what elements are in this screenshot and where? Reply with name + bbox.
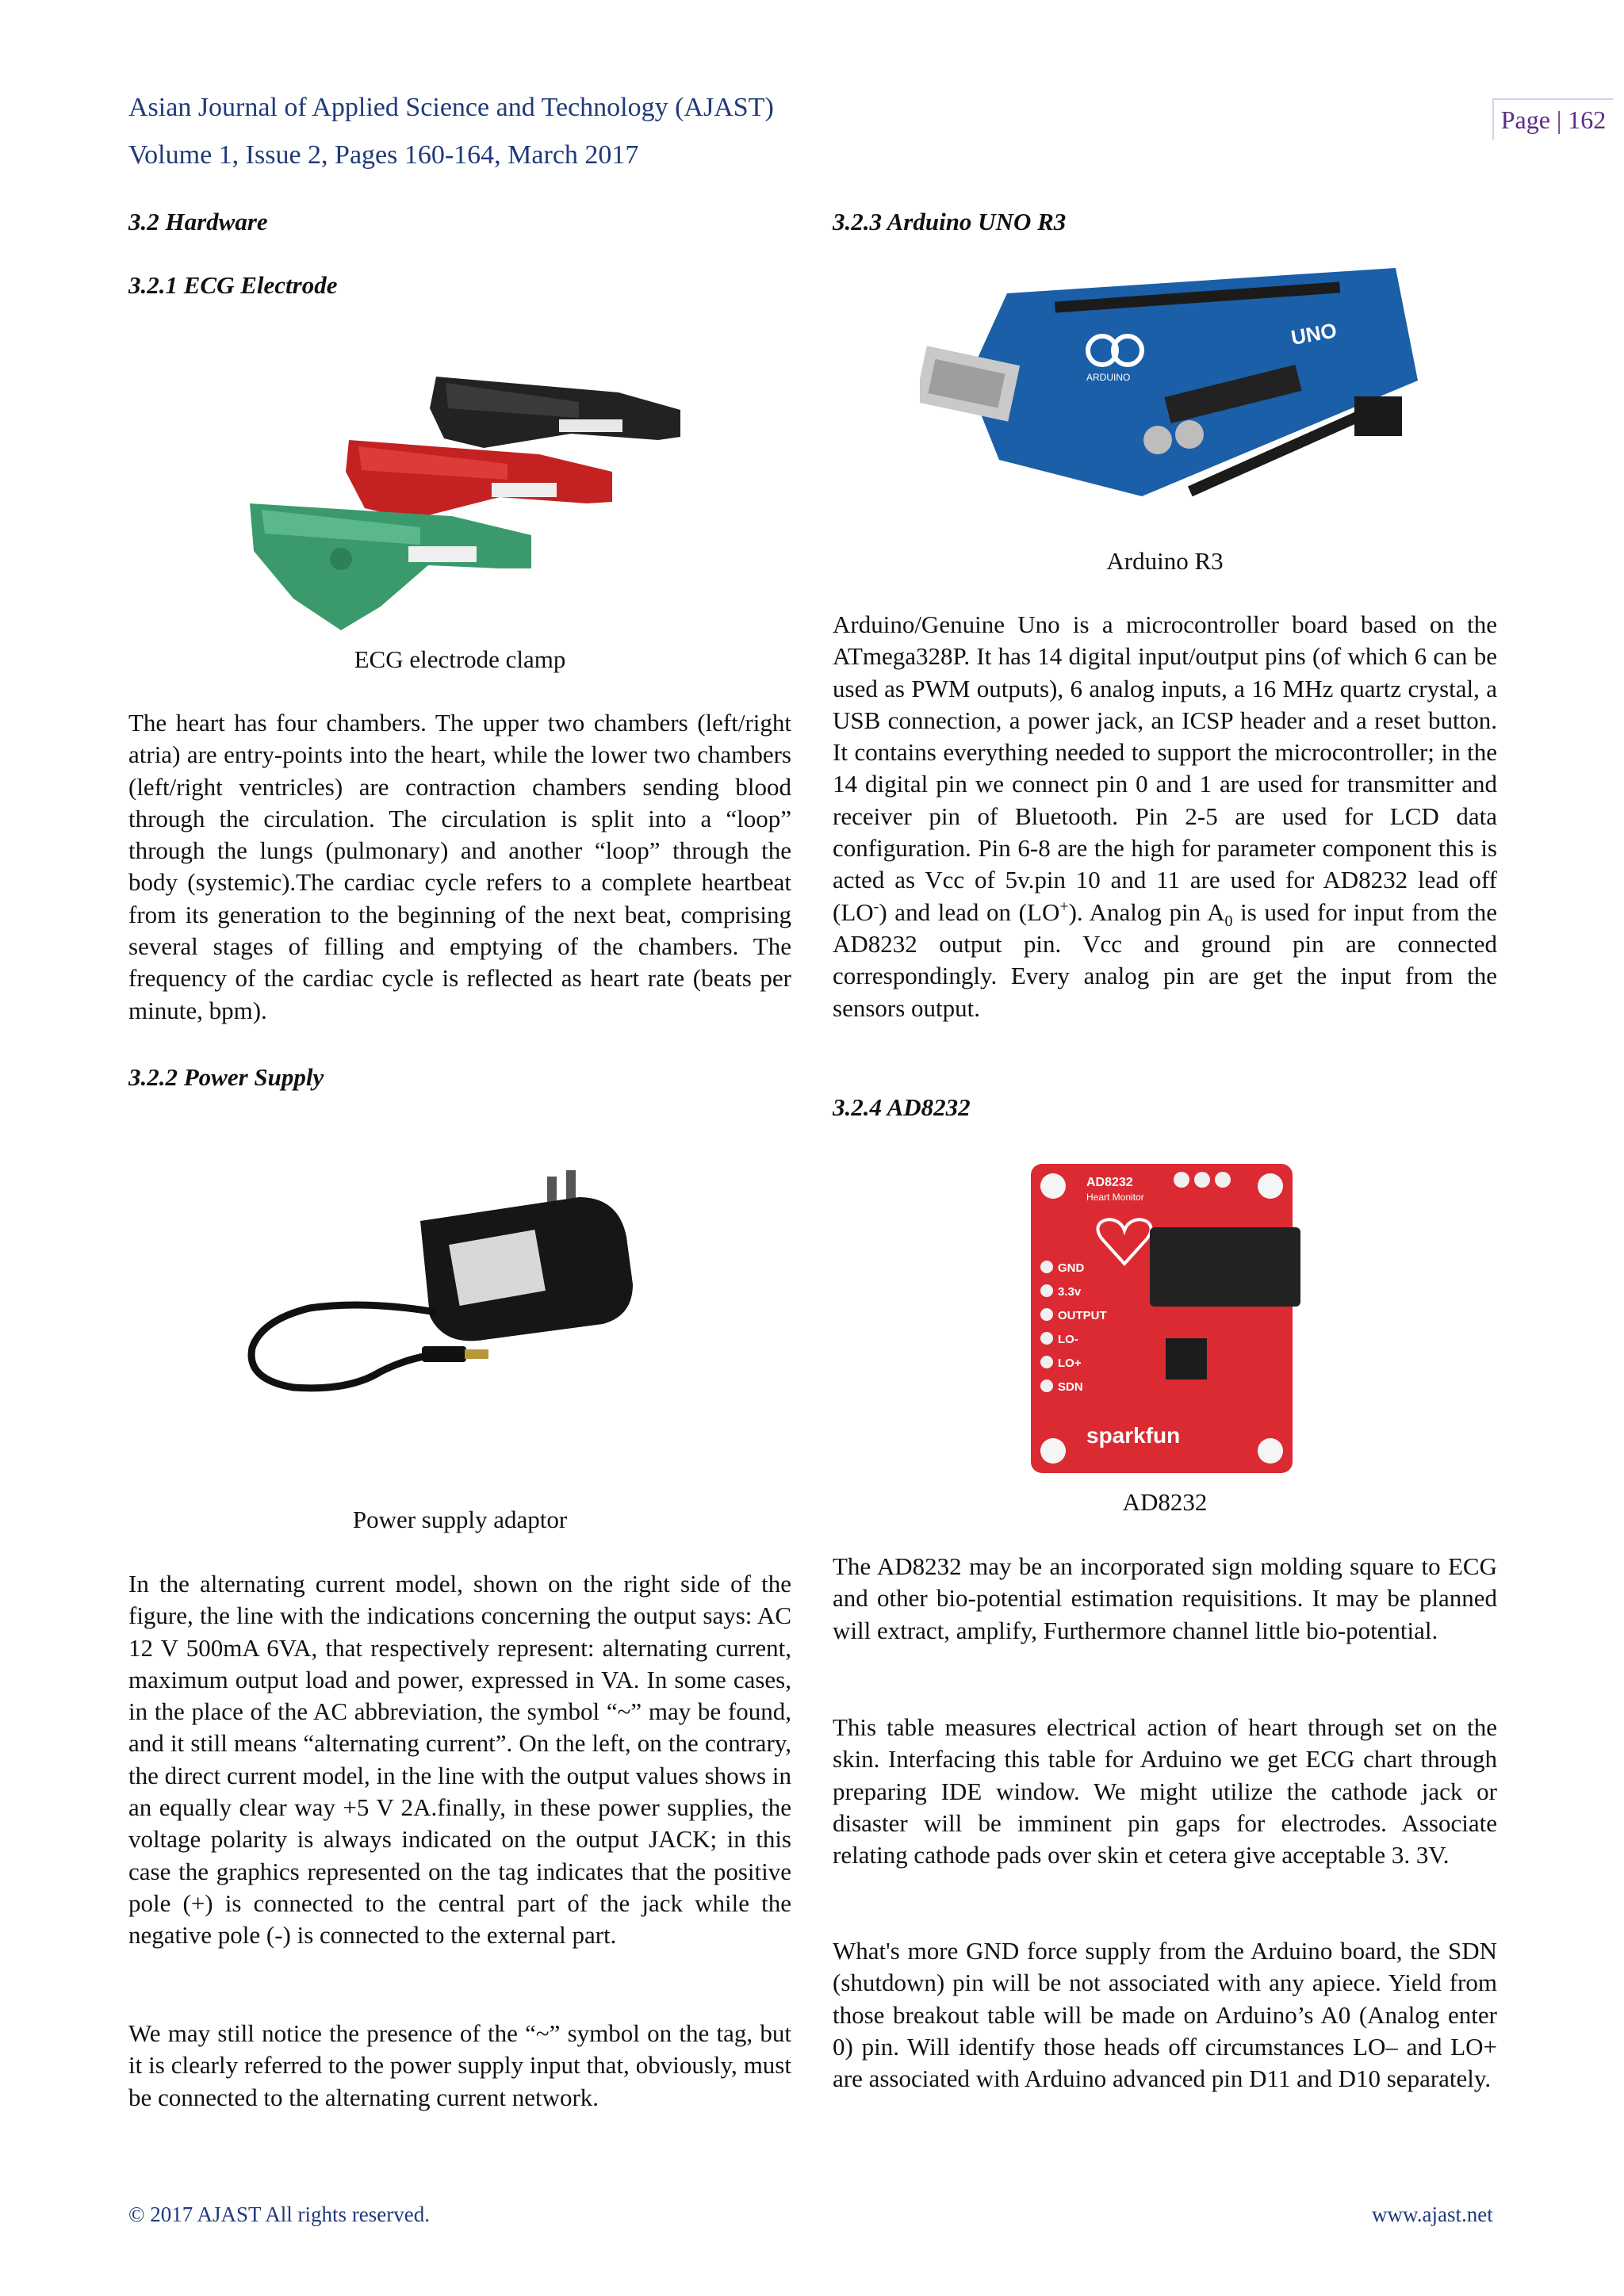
paragraph-ad8232-table: This table measures electrical action of heart through set on the skin. Interfacing this table for Arduino we get ECG chart through preparing IDE window. We might utilize the cathode jack or disaster will be imminent pin gaps for electrodes. Associate relating cathode pads over skin et cetera give acceptable 3. 3V.	[833, 1713, 1497, 1869]
superscript-plus: +	[1059, 897, 1069, 916]
page-number: Page | 162	[1492, 98, 1613, 140]
ecg-electrode-clamp-image	[246, 361, 690, 642]
footer-copyright: © 2017 AJAST All rights reserved.	[128, 2202, 431, 2226]
sparkfun-logo-text: sparkfun	[1086, 1423, 1181, 1448]
paragraph-arduino	[833, 609, 1497, 1024]
black-clamp-icon	[430, 377, 680, 448]
journal-title: Asian Journal of Applied Science and Technology (AJAST)	[128, 93, 774, 122]
paragraph-tag-symbol: We may still notice the presence of the “~” symbol on the tag, but it is clearly referred to the power supply input that, obviously, must be connected to the alternating current network.	[128, 2019, 791, 2111]
arduino-logo-text: ARDUINO	[1086, 372, 1131, 383]
caption-ecg-clamp: ECG electrode clamp	[354, 645, 566, 673]
heading-ad8232: 3.2.4 AD8232	[833, 1093, 971, 1121]
power-adaptor-image	[246, 1165, 642, 1399]
arduino-text-part-1: Arduino/Genuine Uno is a microcontroller board based on the ATmega328P. It has 14 digital input/output pins (of which 6 can be used as PWM outputs), 6 analog inputs, a 16 MHz quartz crystal, a USB connection, a power jack, an ICSP header and a reset button. It contains everything needed to support the microcontroller; in the 14 digital pin we connect pin 0 and 1 are used for transmitter and receiver pin of Bluetooth. Pin 2-5 are used for LCD data configuration. Pin 6-8 are the high for parameter component this is acted as Vcc of 5v.pin 10 and 11 are used for AD8232 lead off (LO	[833, 610, 1497, 926]
pin-label-lo-plus: LO+	[1058, 1357, 1082, 1370]
journal-volume: Volume 1, Issue 2, Pages 160-164, March 2017	[128, 140, 639, 170]
paragraph-ac-model: In the alternating current model, shown on the right side of the figure, the line with the indications concerning the output says: AC 12 V 500mA 6VA, that respectively represent: alternating current, maximum output load and power, expressed in VA. In some cases, in the place of the AC abbreviation, the symbol “~” may be found, and it still means “alternating current”. On the left, on the contrary, the direct current model, in the line with the output values shows in an equally clear way +5 V 2A.finally, in these power supplies, the voltage polarity is always indicated on the output JACK; in this case the graphics represented on the tag indicates that the positive pole (+) is connected to the central part of the jack while the negative pole (-) is connected to the external part.	[128, 1570, 791, 1950]
paragraph-heart: The heart has four chambers. The upper two chambers (left/right atria) are entry-points into the heart, while the lower two chambers (left/right ventricles) are contraction chambers sending blood through the circulation. The circulation is split into a “loop” through the lungs (pulmonary) and another “loop” through the body (systemic).The cardiac cycle refers to a complete heartbeat from its generation to the beginning of the next beat, comprising several stages of filling and emptying of the chambers. The frequency of the cardiac cycle is reflected as heart rate (beats per minute, bpm).	[128, 709, 791, 1024]
pin-label-3v3: 3.3v	[1058, 1285, 1082, 1299]
ad8232-board-image	[1031, 1164, 1308, 1473]
board-subtitle-text: Heart Monitor	[1086, 1192, 1144, 1203]
heading-power-supply: 3.2.2 Power Supply	[128, 1063, 324, 1091]
green-clamp-icon	[250, 503, 531, 630]
heading-ecg-electrode: 3.2.1 ECG Electrode	[128, 271, 338, 299]
subscript-zero: 0	[1224, 912, 1233, 930]
paragraph-ad8232-intro: The AD8232 may be an incorporated sign molding square to ECG and other bio-potential estimation requisitions. It may be planned will extract, amplify, Furthermore channel little bio-potential.	[833, 1552, 1497, 1644]
superscript-minus: -	[873, 897, 879, 916]
pin-label-output: OUTPUT	[1058, 1309, 1107, 1322]
caption-arduino: Arduino R3	[1106, 547, 1224, 575]
uno-board-text: UNO	[1289, 318, 1339, 350]
red-clamp-icon	[346, 440, 612, 519]
board-title-text: AD8232	[1086, 1176, 1133, 1189]
pin-label-gnd: GND	[1058, 1261, 1085, 1275]
caption-ad8232: AD8232	[1122, 1488, 1208, 1516]
power-jack-icon	[1354, 396, 1402, 436]
electrode-pads-icon	[1174, 1172, 1231, 1188]
audio-jack-icon	[1150, 1227, 1300, 1307]
caption-power-adaptor: Power supply adaptor	[352, 1506, 568, 1533]
arduino-text-part-2: ) and lead on (LO	[879, 897, 1060, 926]
power-cord-icon	[251, 1305, 436, 1388]
heading-hardware: 3.2 Hardware	[128, 208, 268, 235]
arduino-board-image	[920, 262, 1419, 499]
dc-jack-icon	[422, 1346, 488, 1362]
heading-arduino-uno: 3.2.3 Arduino UNO R3	[833, 208, 1067, 235]
arduino-text-part-4: is used for input from the AD8232 output pin. Vcc and ground pin are connected correspondingly. Every analog pin are get the input from the sensors output.	[833, 897, 1497, 1022]
footer-website-link[interactable]: www.ajast.net	[1372, 2202, 1493, 2226]
ic-chip-icon	[1166, 1338, 1207, 1380]
pin-label-sdn: SDN	[1058, 1380, 1083, 1394]
arduino-text-part-3: ). Analog pin A	[1068, 897, 1225, 926]
pin-label-lo-minus: LO-	[1058, 1333, 1078, 1346]
paragraph-ad8232-gnd: What's more GND force supply from the Arduino board, the SDN (shutdown) pin will be not associated with any apiece. Yield from those breakout table will be made on Arduino’s A0 (Analog enter 0) pin. Will identify those heads off circumstances LO– and LO+ are associated with Arduino advanced pin D11 and D10 separately.	[833, 1937, 1497, 2093]
